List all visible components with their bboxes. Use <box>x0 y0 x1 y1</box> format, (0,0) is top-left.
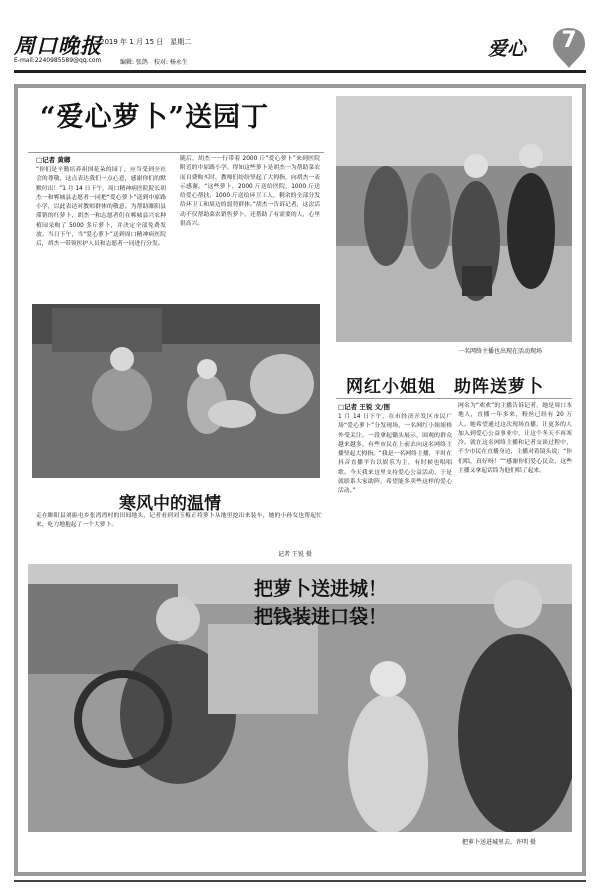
article2-rule <box>336 398 572 399</box>
banner-slogan <box>254 575 387 631</box>
article2-column-1: 1 月 14 日下午，在市经济开发区市民广场“爱心萝卜”分发现场，一名网红小姐姐格外受关注。一段拿起锄头展示，围观的群众越来越多，有些市民在上前去向这名网络主播竖起大拇指。“我是一名网络主播，平时在抖音直播平台以娱乐为主，有时候也唱唱歌。今天我来这里支持爱心公益活动，于是就联系大家助阵，希望能多卖些这样的爱心活动。” <box>338 414 452 495</box>
bottom-rule <box>14 880 586 882</box>
editors-line: 编辑: 张鸽 校对: 杨永生 <box>120 59 188 66</box>
photo1-caption: 一名网络主播也出现在活动现场 <box>458 348 543 355</box>
warmth-author: 记者 王锐 摄 <box>278 551 312 558</box>
article1-rule <box>28 152 324 153</box>
warmth-headline: 寒风中的温情 <box>119 494 221 514</box>
article2-headline: 网红小姐姐 助阵送萝卜 <box>346 377 544 397</box>
photo-network-anchor <box>336 96 572 342</box>
warmth-text: 走在睢阳县刘振屯乡张湾湾村的田间地头，记者看到刘玉梅正将萝卜从地里挖出来装车，她的小孙女也帮起忙来，吃力地抱起了一个大萝卜。 <box>36 513 322 529</box>
section-title: 爱心 <box>488 38 527 60</box>
article2-byline: □记者 王锐 文/图 <box>338 403 391 411</box>
newspaper-logo: 周口晚报 <box>14 33 102 58</box>
banner-caption: 把萝卜送进城里去。许明 摄 <box>462 839 536 846</box>
banner-line-2: 把钱装进口袋！ <box>254 606 388 628</box>
article1-column-1: “你们是辛勤培养祖国花朵的园丁，应当受到全社会的尊敬，这点表达我们一点心意，感谢你们的默默付出！”1 月 14 日下午，周口精神病医院院长胡杰一和郸城县志愿者一同把“爱心萝卜”送到中原路小学，以此表达对教师群体的敬意。为帮助睢阳县滞销的红萝卜，胡杰一和志愿者们在郸城县兴农种植园采购了 5000 多斤萝卜，并决定全部免费发放。当日下午，当“爱心萝卜”送到周口精神病医院后，胡杰一带领医护人员和志愿者一同进行分发。 <box>36 167 166 248</box>
photo-cold-wind <box>32 304 320 478</box>
article1-byline: □记者 黄卿 <box>36 156 71 164</box>
masthead-rule <box>14 70 586 73</box>
page-number: 7 <box>561 28 577 53</box>
article2-column-2: 网名为“欢欢”的主播告诉记者，她是周口本地人，直播一年多来，粉丝已经有 20 万人。她希望通过这次现场直播，让更多的人加入到爱心公益事业中，让这个冬天不再寒冷。就在这名网络主播和记者交谈过程中，不少市民在直播身边，主播对着镜头说：“你们唱，真好呀！”“感谢你们爱心民众，这些主播又拿起话筒为他们唱了起来。 <box>458 403 572 475</box>
contact-email: E-mail:2240985589@qq.com <box>14 57 102 64</box>
article1-headline: “爱心萝卜”送园丁 <box>40 102 270 133</box>
issue-date: 2019 年 1 月 15 日 星期二 <box>100 38 192 46</box>
article1-column-2: 随后，胡杰一一行带着 2000 斤“爱心萝卜”来到医院附近的中原路小学。得知这些萝卜是胡杰一为帮助菜农而自费购买时，教师们纷纷竖起了大拇指，向胡杰一表示感谢。“这些萝卜，2000 斤送给医院，1000 斤送给爱心帮扶，1000 斤送给环卫工人，剩余的全部分发给环卫工和周边的弱势群体。”胡杰一告诉记者，这次活动不仅帮助菜农销售萝卜，还帮助了有需要的人，心里很高兴。 <box>180 156 320 228</box>
banner-line-1: 把萝卜送进城！ <box>254 578 388 600</box>
